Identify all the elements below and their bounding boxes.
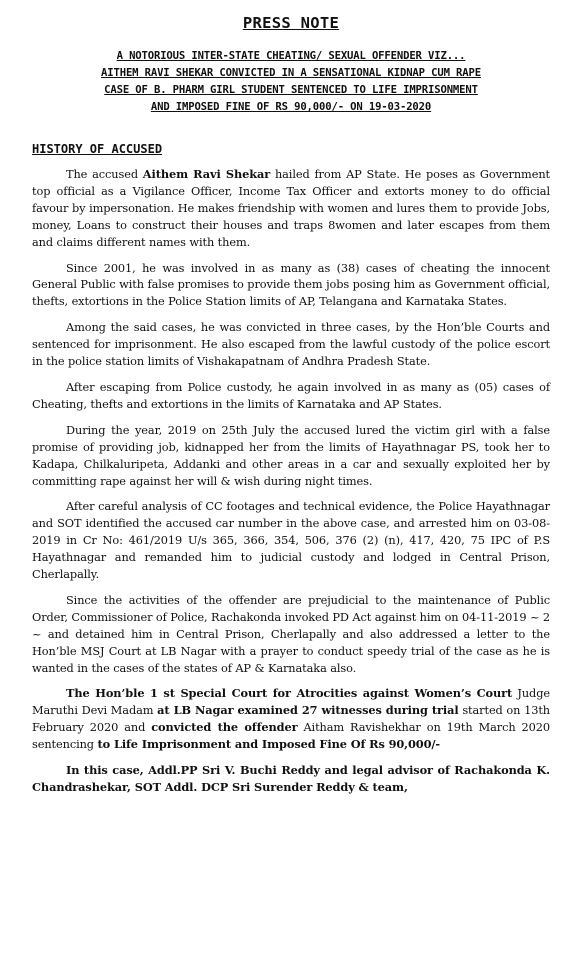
paragraph-text: The accused bbox=[66, 167, 143, 181]
paragraph-text: hailed from AP State. He poses as Government top official as a Vigilance Officer, Income Tax Officer and extorts money to do official favour by impersonation. He makes friendship with women and lures them to provide Jobs, money, Loans to construct their houses and traps 8women and later escapes from them and claims different names with them. bbox=[32, 167, 550, 249]
paragraph-text: started on 13th February 2020 and bbox=[32, 703, 550, 735]
headline-line: CASE OF B. PHARM GIRL STUDENT SENTENCED TO LIFE IMPRISONMENT bbox=[104, 84, 478, 96]
paragraph-4: After escaping from Police custody, he again involved in as many as (05) cases of Cheating, thefts and extortions in the limits of Karnataka and AP States. bbox=[32, 379, 550, 411]
paragraph-2: Since 2001, he was involved in as many as (38) cases of cheating the innocent General Public with false promises to provide them jobs posing him as Government official, thefts, extortions in the Police Station limits of AP, Telangana and Karnataka States. bbox=[32, 260, 550, 309]
paragraph-1 bbox=[32, 166, 550, 251]
page-title: PRESS NOTE bbox=[242, 14, 340, 32]
paragraph-6: After careful analysis of CC footages and technical evidence, the Police Hayathnagar and SOT identified the accused car number in the above case, and arrested him on 03-08-2019 in Cr No: 461/2019 U/s 365, 366, 354, 506, 376 (2) (n), 417, 420, 75 IPC of P.S Hayathnagar and remanded him to judicial custody and lodged in Central Prison, Cherlapally. bbox=[32, 499, 550, 582]
headline-line: AITHEM RAVI SHEKAR CONVICTED IN A SENSATIONAL KIDNAP CUM RAPE bbox=[101, 67, 481, 79]
paragraph-3: Among the said cases, he was convicted in three cases, by the Hon’ble Courts and sentenced for imprisonment. He also escaped from the lawful custody of the police escort in the police station limits of Vishakapatnam of Andhra Pradesh State. bbox=[32, 320, 550, 369]
paragraph-text: Aitham Ravishekhar on 19th March 2020 sentencing bbox=[32, 720, 550, 752]
court-name: The Hon’ble 1 st Special Court for Atrocities against Women’s Court bbox=[66, 686, 513, 701]
section-title: HISTORY OF ACCUSED bbox=[32, 142, 163, 156]
paragraph-9 bbox=[32, 762, 550, 796]
paragraph-text: In this case, Addl.PP Sri V. Buchi Reddy and legal advisor of Rachakonda K. Chandrashekar, SOT Addl. DCP Sri Surender Reddy & team, bbox=[32, 763, 550, 794]
paragraph-text: Judge Maruthi Devi Madam bbox=[32, 686, 550, 718]
paragraph-7: Since the activities of the offender are prejudicial to the maintenance of Public Order, Commissioner of Police, Rachakonda invoked PD Act against him on 04-11-2019 ~ 2 ~ and detained him in Central Prison, Cherlapally and also addressed a letter to the Hon’ble MSJ Court at LB Nagar with a prayer to conduct speedy trial of the case as he is wanted in the cases of the states of AP & Karnataka also. bbox=[32, 592, 550, 675]
press-note-page bbox=[32, 14, 550, 805]
witness-count: at LB Nagar examined 27 witnesses during trial bbox=[157, 703, 459, 718]
headline-line: A NOTORIOUS INTER-STATE CHEATING/ SEXUAL OFFENDER VIZ... bbox=[116, 50, 466, 62]
headline-line: AND IMPOSED FINE OF RS 90,000/- ON 19-03-2020 bbox=[150, 101, 432, 113]
headline bbox=[32, 48, 550, 116]
paragraph-8 bbox=[32, 685, 550, 753]
sentence-text: to Life Imprisonment and Imposed Fine Of Rs 90,000/- bbox=[97, 737, 441, 752]
paragraph-5: During the year, 2019 on 25th July the accused lured the victim girl with a false promise of providing job, kidnapped her from the limits of Hayathnagar PS, took her to Kadapa, Chilkaluripeta, Addanki and other areas in a car and sexually exploited her by committing rape against her will & wish during night times. bbox=[32, 422, 550, 488]
conviction-text: convicted the offender bbox=[151, 720, 298, 735]
accused-name: Aithem Ravi Shekar bbox=[142, 167, 271, 181]
